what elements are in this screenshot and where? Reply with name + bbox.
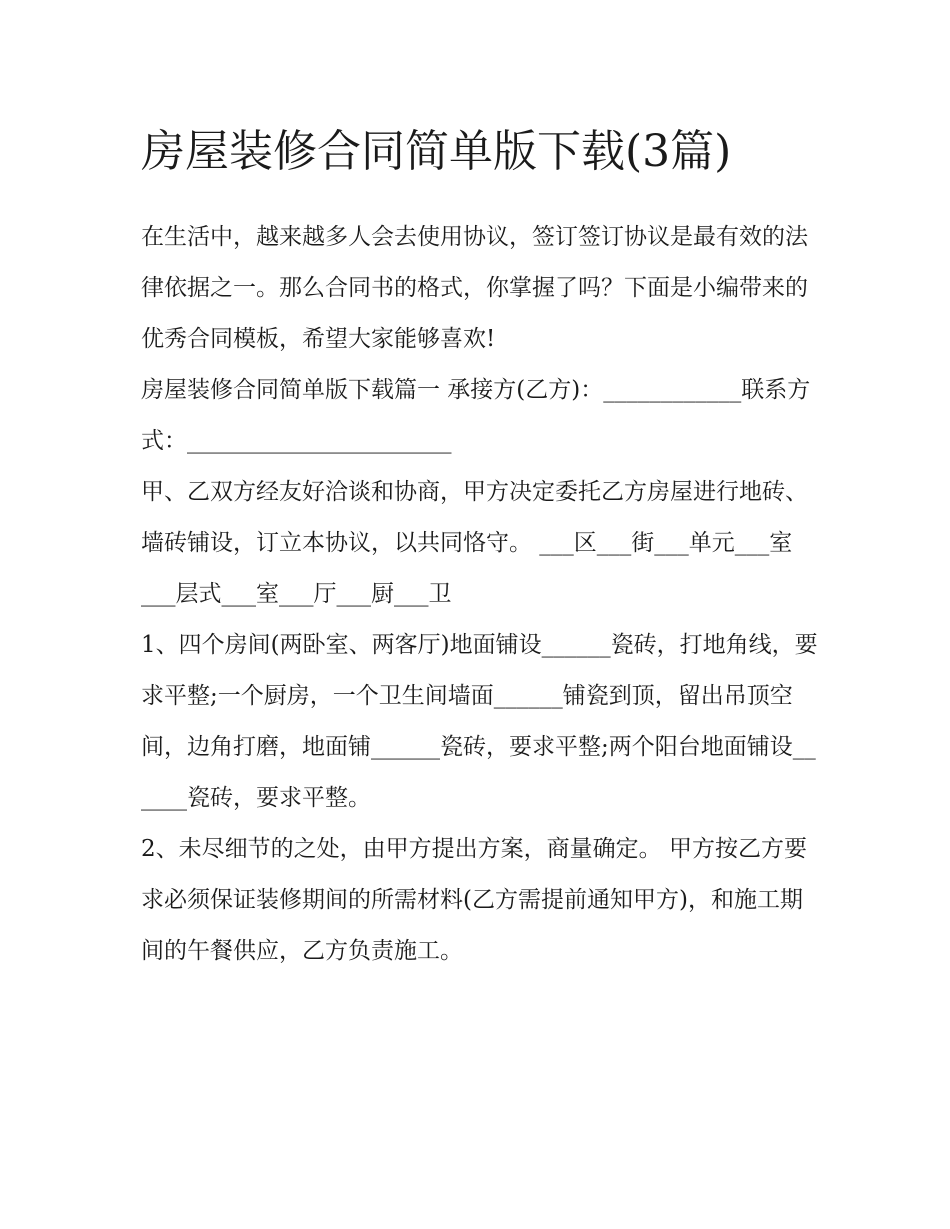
layout-paragraph: ___层式___室___厅___厨___卫: [141, 581, 452, 607]
agreement-paragraph: 甲、乙双方经友好洽谈和协商，甲方决定委托乙方房屋进行地砖、墙砖铺设，订立本协议，以共同恪守。 ___区___街___单元___室: [141, 479, 808, 556]
contractor-paragraph: 房屋装修合同简单版下载篇一 承接方(乙方)：____________联系方式：_______________________: [141, 377, 811, 454]
intro-paragraph: 在生活中，越来越多人会去使用协议，签订签订协议是最有效的法律依据之一。那么合同书的格式，你掌握了吗？下面是小编带来的优秀合同模板，希望大家能够喜欢!: [141, 224, 808, 352]
document-page: [141, 112, 821, 977]
clause-2-paragraph: 2、未尽细节的之处，由甲方提出方案，商量确定。 甲方按乙方要求必须保证装修期间的所需材料(乙方需提前通知甲方)，和施工期间的午餐供应，乙方负责施工。: [141, 836, 807, 964]
clause-1-paragraph: 1、四个房间(两卧室、两客厅)地面铺设______瓷砖，打地角线，要求平整;一个厨房，一个卫生间墙面______铺瓷到顶，留出吊顶空间，边角打磨，地面铺______瓷砖，要求平整;两个阳台地面铺设______瓷砖，要求平整。: [141, 632, 818, 811]
document-title: 房屋装修合同简单版下载(3篇): [141, 126, 732, 177]
